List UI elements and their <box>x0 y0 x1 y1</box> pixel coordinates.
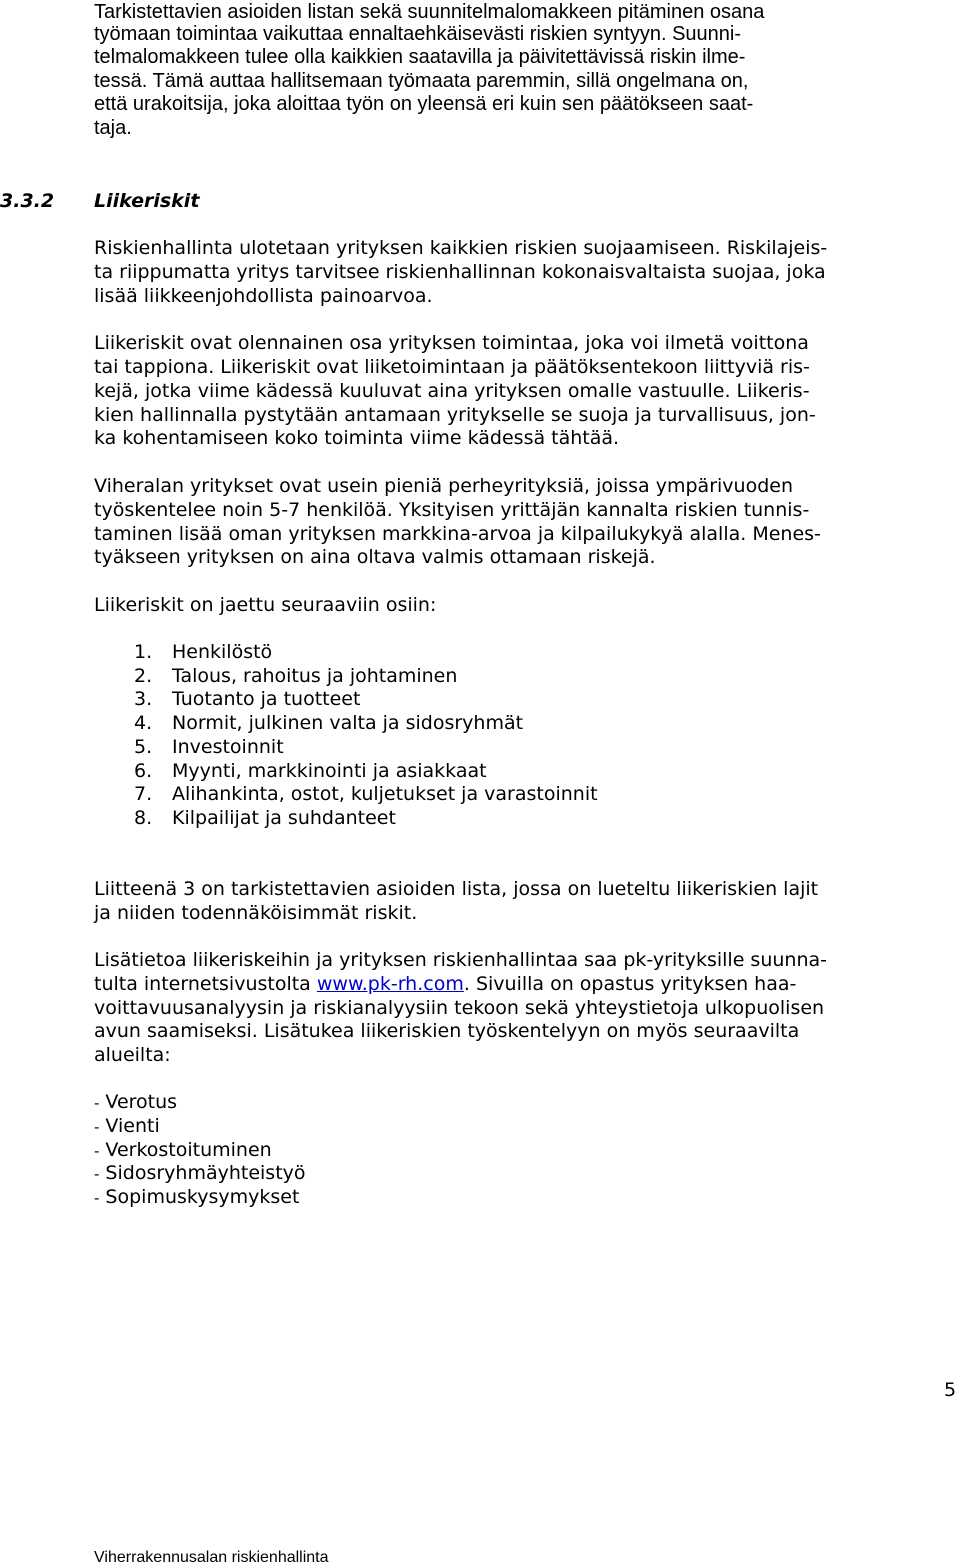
list-number: 2. <box>134 665 153 687</box>
list-number: 6. <box>134 760 153 782</box>
list-item <box>94 1161 306 1185</box>
list-number: 1. <box>134 641 153 663</box>
list-item-text: Kilpailijat ja suhdanteet <box>172 807 396 829</box>
text-line: kien hallinnalla pystytään antamaan yritykselle se suoja ja turvallisuus, jon- <box>94 404 816 426</box>
list-number: 8. <box>134 807 153 829</box>
list-item <box>94 1185 299 1209</box>
section-number: 3.3.2 <box>0 190 55 212</box>
list-item-text: Talous, rahoitus ja johtaminen <box>172 665 458 687</box>
text-line <box>94 972 796 996</box>
text-line: Viheralan yritykset ovat usein pieniä perheyrityksiä, joissa ympärivuoden <box>94 475 793 497</box>
list-item <box>94 1090 177 1114</box>
text-line: tessä. Tämä auttaa hallitsemaan työmaata paremmin, sillä ongelmana on, <box>94 70 749 92</box>
text-line: tai tappiona. Liikeriskit ovat liiketoimintaan ja päätöksentekoon liittyviä ris- <box>94 356 810 378</box>
list-number: 5. <box>134 736 153 758</box>
dash-bullet: - <box>94 1165 100 1183</box>
text-segment: tulta internetsivustolta <box>94 973 317 995</box>
text-line: Liikeriskit ovat olennainen osa yrityksen toimintaa, joka voi ilmetä voittona <box>94 332 809 354</box>
list-item <box>134 640 152 664</box>
text-line: että urakoitsija, joka aloittaa työn on yleensä eri kuin sen päätökseen saat- <box>94 93 754 115</box>
text-line: taja. <box>94 117 132 139</box>
text-line: alueilta: <box>94 1044 171 1066</box>
list-item-text: Tuotanto ja tuotteet <box>172 688 361 710</box>
list-item-text: Henkilöstö <box>172 641 273 663</box>
text-line: voittavuusanalyysin ja riskianalyysiin tekoon sekä yhteystietoja ulkopuolisen <box>94 997 825 1019</box>
text-line: Liitteenä 3 on tarkistettavien asioiden lista, jossa on lueteltu liikeriskien lajit <box>94 878 819 900</box>
section-title: Liikeriskit <box>94 190 200 212</box>
text-line: avun saamiseksi. Lisätukea liikeriskien työskentelyyn on myös seuraavilta <box>94 1020 800 1042</box>
list-item <box>134 759 152 783</box>
list-item <box>94 1114 160 1138</box>
list-number: 4. <box>134 712 153 734</box>
dash-bullet: - <box>94 1189 100 1207</box>
dash-bullet: - <box>94 1118 100 1136</box>
text-line: ta riippumatta yritys tarvitsee riskienhallinnan kokonaisvaltaista suojaa, joka <box>94 261 826 283</box>
list-item <box>94 1138 272 1162</box>
list-item-text: Verotus <box>105 1091 178 1113</box>
list-item <box>134 664 152 688</box>
page-footer: Viherrakennusalan riskienhallinta <box>94 1549 329 1566</box>
website-link[interactable]: www.pk-rh.com <box>316 973 464 995</box>
list-item-text: Investoinnit <box>172 736 284 758</box>
list-item <box>134 806 152 830</box>
list-number: 7. <box>134 783 153 805</box>
text-line: telmalomakkeen tulee olla kaikkien saatavilla ja päivitettävissä riskin ilme- <box>94 46 746 68</box>
dash-bullet: - <box>94 1142 100 1160</box>
text-line: taminen lisää oman yrityksen markkina-arvoa ja kilpailukykyä alalla. Menes- <box>94 523 821 545</box>
dash-bullet: - <box>94 1094 100 1112</box>
list-item <box>134 711 152 735</box>
list-item-text: Sopimuskysymykset <box>105 1186 300 1208</box>
list-item-text: Sidosryhmäyhteistyö <box>105 1162 306 1184</box>
text-line: työskentelee noin 5-7 henkilöä. Yksityisen yrittäjän kannalta riskien tunnis- <box>94 499 810 521</box>
list-item-text: Myynti, markkinointi ja asiakkaat <box>172 760 487 782</box>
list-item-text: Normit, julkinen valta ja sidosryhmät <box>172 712 524 734</box>
text-line: ja niiden todennäköisimmät riskit. <box>94 902 418 924</box>
text-segment: . Sivuilla on opastus yrityksen haa- <box>463 973 797 995</box>
text-line: Lisätietoa liikeriskeihin ja yrityksen riskienhallintaa saa pk-yrityksille suunna- <box>94 949 827 971</box>
list-item <box>134 687 152 711</box>
list-item <box>134 735 152 759</box>
text-line: ka kohentamiseen koko toiminta viime kädessä tähtää. <box>94 427 620 449</box>
list-item-text: Vienti <box>105 1115 160 1137</box>
text-line: Tarkistettavien asioiden listan sekä suunnitelmalomakkeen pitäminen osana <box>94 1 765 23</box>
list-intro: Liikeriskit on jaettu seuraaviin osiin: <box>94 594 437 616</box>
text-line: työmaan toimintaa vaikuttaa ennaltaehkäisevästi riskien syntyyn. Suunni- <box>94 23 742 45</box>
list-number: 3. <box>134 688 153 710</box>
text-line: kejä, jotka viime kädessä kuuluvat aina yrityksen omalle vastuulle. Liikeris- <box>94 380 810 402</box>
list-item-text: Verkostoituminen <box>105 1139 272 1161</box>
page-number: 5 <box>944 1379 957 1401</box>
text-line: tyäkseen yrityksen on aina oltava valmis ottamaan riskejä. <box>94 546 656 568</box>
text-line: Riskienhallinta ulotetaan yrityksen kaikkien riskien suojaamiseen. Riskilajeis- <box>94 237 828 259</box>
list-item-text: Alihankinta, ostot, kuljetukset ja varastoinnit <box>172 783 598 805</box>
list-item <box>134 782 152 806</box>
text-line: lisää liikkeenjohdollista painoarvoa. <box>94 285 433 307</box>
